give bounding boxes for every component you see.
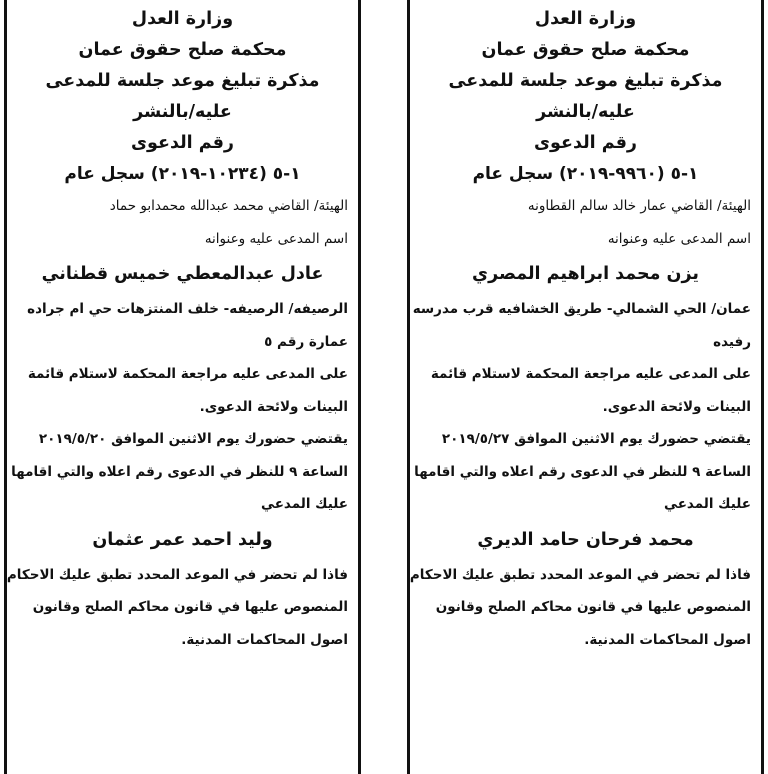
defendant-address-cont: عمارة رقم ٥ bbox=[264, 333, 348, 350]
defendant-address: الرصيفه/ الرصيفه- خلف المنتزهات حي ام جراده bbox=[27, 301, 348, 317]
plaintiff-name: وليد احمد عمر عثمان bbox=[92, 529, 273, 550]
review-instruction-cont: البينات ولائحة الدعوى. bbox=[199, 398, 348, 415]
case-number: ١-٥ (١٠٢٣٤-٢٠١٩) سجل عام bbox=[64, 164, 301, 184]
warning-text: فاذا لم تحضر في الموعد المحدد تطبق عليك الاحكام bbox=[6, 566, 348, 583]
notice-title-cont: عليه/بالنشر bbox=[536, 102, 635, 122]
court-heading: محكمة صلح حقوق عمان bbox=[78, 40, 287, 60]
panel-judge: الهيئة/ القاضي محمد عبدالله محمدابو حماد bbox=[109, 198, 348, 214]
attendance-time: الساعة ٩ للنظر في الدعوى رقم اعلاه والتي اقامها bbox=[414, 463, 751, 480]
case-label: رقم الدعوى bbox=[131, 133, 234, 153]
defendant-address: عمان/ الحي الشمالي- طريق الخشافيه قرب مدرسه bbox=[412, 301, 751, 317]
review-instruction: على المدعى عليه مراجعة المحكمة لاستلام قائمة bbox=[430, 366, 751, 382]
court-heading: محكمة صلح حقوق عمان bbox=[481, 40, 690, 60]
warning-text-cont: المنصوص عليها في قانون محاكم الصلح وقانون bbox=[32, 599, 348, 615]
notice-title: مذكرة تبليغ موعد جلسة للمدعى bbox=[448, 71, 723, 91]
defendant-name: عادل عبدالمعطي خميس قطناني bbox=[41, 264, 324, 284]
defendant-label: اسم المدعى عليه وعنوانه bbox=[607, 230, 751, 247]
attendance-plaintiff-label: عليك المدعي bbox=[664, 496, 751, 512]
attendance-time: الساعة ٩ للنظر في الدعوى رقم اعلاه والتي اقامها bbox=[11, 463, 348, 480]
defendant-address-cont: رفيده bbox=[713, 333, 751, 350]
warning-text-end: اصول المحاكمات المدنية. bbox=[181, 631, 348, 648]
defendant-name: يزن محمد ابراهيم المصري bbox=[472, 264, 699, 284]
warning-text: فاذا لم تحضر في الموعد المحدد تطبق عليك الاحكام bbox=[409, 566, 751, 583]
plaintiff-name: محمد فرحان حامد الديري bbox=[477, 529, 694, 550]
notice-right bbox=[407, 0, 764, 774]
ministry-heading: وزارة العدل bbox=[131, 9, 234, 29]
notice-left bbox=[4, 0, 361, 774]
panel-judge: الهيئة/ القاضي عمار خالد سالم القطاونه bbox=[527, 198, 751, 214]
ministry-heading: وزارة العدل bbox=[534, 9, 637, 29]
notice-title: مذكرة تبليغ موعد جلسة للمدعى bbox=[45, 71, 320, 91]
attendance-date: يقتضي حضورك يوم الاثنين الموافق ٢٠١٩/٥/٢٠ bbox=[38, 431, 348, 447]
review-instruction-cont: البينات ولائحة الدعوى. bbox=[602, 398, 751, 415]
warning-text-cont: المنصوص عليها في قانون محاكم الصلح وقانون bbox=[435, 599, 751, 615]
defendant-label: اسم المدعى عليه وعنوانه bbox=[204, 230, 348, 247]
case-number: ١-٥ (٩٩٦٠-٢٠١٩) سجل عام bbox=[472, 164, 699, 184]
notice-title-cont: عليه/بالنشر bbox=[133, 102, 232, 122]
review-instruction: على المدعى عليه مراجعة المحكمة لاستلام قائمة bbox=[27, 366, 348, 382]
attendance-date: يقتضي حضورك يوم الاثنين الموافق ٢٠١٩/٥/٢٧ bbox=[441, 431, 751, 447]
warning-text-end: اصول المحاكمات المدنية. bbox=[584, 631, 751, 648]
attendance-plaintiff-label: عليك المدعي bbox=[261, 496, 348, 512]
case-label: رقم الدعوى bbox=[534, 133, 637, 153]
